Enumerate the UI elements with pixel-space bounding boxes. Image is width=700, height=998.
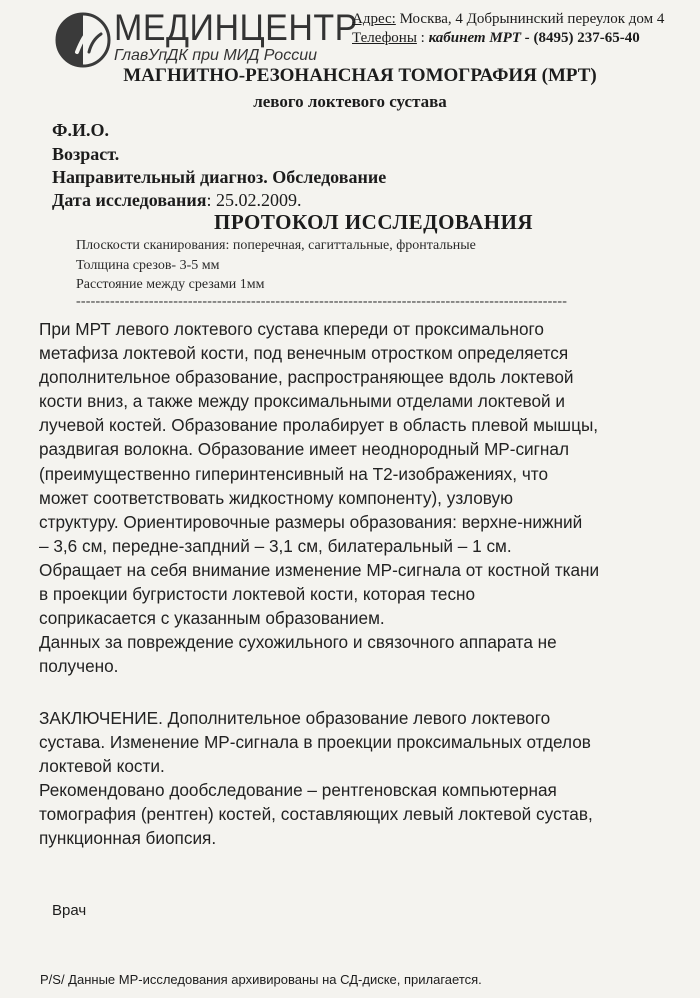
medincenter-logo-icon	[55, 12, 111, 68]
diagnosis-label: Направительный диагноз. Обследование	[52, 167, 387, 187]
findings-line: кости вниз, а также между проксимальными отделами локтевой и	[39, 391, 565, 412]
findings-line: лучевой костей. Образование пролабирует в область плевой мышцы,	[39, 415, 599, 436]
conclusion-line: Рекомендовано дообследование – рентгеновская компьютерная	[39, 780, 557, 801]
phone-office: кабинет МРТ -	[428, 30, 530, 46]
study-date	[52, 190, 302, 211]
protocol-title: ПРОТОКОЛ ИССЛЕДОВАНИЯ	[214, 210, 534, 234]
doctor-label: Врач	[52, 902, 87, 919]
conclusion-line: сустава. Изменение МР-сигнала в проекции проксимальных отделов	[39, 732, 591, 753]
findings-line: структуру. Ориентировочные размеры образования: верхне-нижний	[39, 511, 583, 532]
findings-line: Обращает на себя внимание изменение МР-сигнала от костной ткани	[39, 559, 600, 580]
findings-line: (преимущественно гиперинтенсивный на Т2-изображениях, что	[39, 463, 549, 484]
conclusion-line: ЗАКЛЮЧЕНИЕ. Дополнительное образование левого локтевого	[39, 708, 551, 728]
findings-line: дополнительное образование, распространяющее вдоль локтевой	[39, 367, 574, 388]
document-subtitle: левого локтевого сустава	[253, 92, 447, 111]
findings-line: метафиза локтевой кости, под венечным отростком определяется	[39, 343, 569, 364]
conclusion-line: томография (рентген) костей, составляющих левый локтевой сустав,	[39, 804, 593, 825]
findings-line: может соответствовать жидкостному компоненту), узловую	[39, 487, 514, 508]
findings-line: получено.	[39, 656, 119, 677]
findings-line: При МРТ левого локтевого сустава кпереди от проксимального	[39, 319, 544, 339]
findings-line: соприкасается с указанным образованием.	[39, 608, 385, 629]
phone-number: (8495) 237-65-40	[533, 30, 640, 46]
phone-line	[352, 29, 640, 47]
findings-text	[39, 317, 694, 678]
logo-title: МЕДИНЦЕНТР	[114, 7, 358, 49]
logo-subtitle: ГлавУпДК при МИД России	[114, 47, 317, 64]
phone-label: Телефоны	[352, 30, 417, 46]
phone-separator: :	[420, 30, 425, 46]
findings-line: раздвигая волокна. Образование имеет неоднородный МР-сигнал	[39, 439, 570, 460]
findings-line: – 3,6 см, передне-запдний – 3,1 см, билатеральный – 1 см.	[39, 535, 512, 556]
address-line	[352, 10, 664, 28]
conclusion-line: локтевой кости.	[39, 756, 165, 777]
age-label: Возраст.	[52, 144, 120, 164]
findings-line: Данных за повреждение сухожильного и связочного аппарата не	[39, 632, 557, 653]
archive-note: P/S/ Данные МР-исследования архивированы на СД-диске, прилагается.	[40, 972, 482, 987]
conclusion-text	[39, 706, 694, 851]
fio-label: Ф.И.О.	[52, 120, 109, 140]
slice-distance: Расстояние между срезами 1мм	[76, 277, 265, 292]
document-title: МАГНИТНО-РЕЗОНАНСНАЯ ТОМОГРАФИЯ (МРТ)	[123, 65, 597, 86]
conclusion-line: пункционная биопсия.	[39, 828, 217, 849]
slice-thickness: Толщина срезов- 3-5 мм	[76, 258, 220, 273]
address-label: Адрес:	[352, 11, 396, 27]
separator-line: -----------------------------------------------------------------------------------------------------	[76, 294, 568, 309]
scan-planes: Плоскости сканирования: поперечная, сагиттальные, фронтальные	[76, 238, 476, 253]
address-value: Москва, 4 Добрынинский переулок дом 4	[399, 11, 665, 27]
study-date-value: : 25.02.2009.	[206, 190, 302, 210]
findings-line: в проекции бугристости локтевой кости, которая тесно	[39, 584, 476, 605]
study-date-label: Дата исследования	[52, 190, 207, 210]
